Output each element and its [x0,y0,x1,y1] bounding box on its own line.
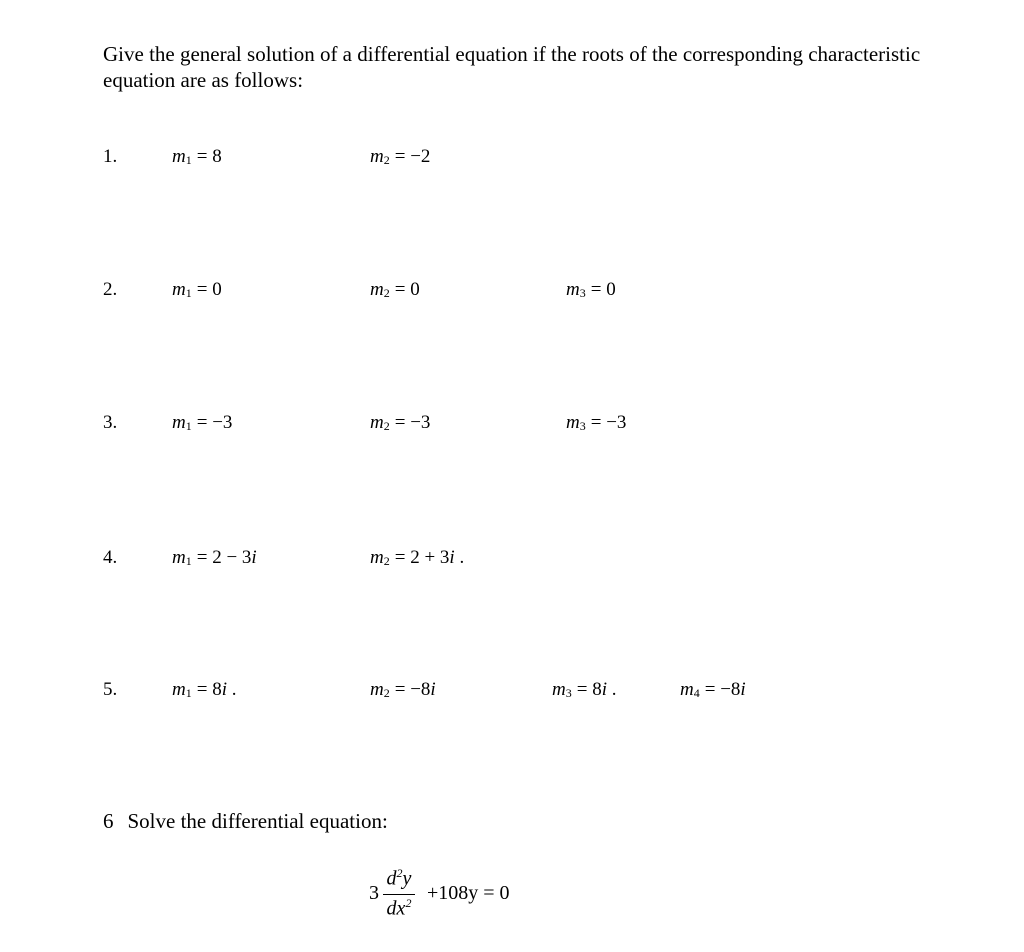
instructions: Give the general solution of a differential equation if the roots of the corresponding characteristic equation are as follows: [103,42,921,92]
root-sub: 1 [185,286,192,300]
root-var: m [370,547,384,568]
denominator-dx: dx [386,897,406,920]
root-value: = −3 [394,412,431,433]
root-var: m [370,412,384,433]
root [680,679,746,701]
fraction-bar [383,894,415,895]
numerator-var: y [402,867,412,890]
root-tail: . [606,679,617,700]
denominator-exponent: 2 [405,896,412,910]
root [370,412,430,434]
equation-rest: +108y = 0 [427,882,510,904]
problem-number: 2. [103,279,118,300]
root-value: = 2 + 3 [394,547,450,568]
imaginary-unit: i [251,547,257,568]
root-value: = 8 [196,679,222,700]
root-var: m [566,412,580,433]
root-var: m [172,279,186,300]
root-var: m [172,679,186,700]
root [172,146,222,168]
root-value: = −8 [704,679,741,700]
root-var: m [370,679,384,700]
root [370,146,430,168]
root [566,412,626,434]
root-sub: 1 [185,554,192,568]
root [172,547,257,569]
root-sub: 4 [693,686,700,700]
imaginary-unit: i [740,679,746,700]
root-sub: 2 [383,153,390,167]
root-sub: 2 [383,419,390,433]
imaginary-unit: i [601,679,607,700]
question-text: Solve the differential equation: [127,809,388,833]
root-var: m [552,679,566,700]
problem-number: 3. [103,412,118,433]
root-sub: 3 [579,419,586,433]
root-tail: . [226,679,237,700]
root-value: = 0 [590,279,616,300]
root-value: = 0 [394,279,420,300]
fraction-numerator [383,866,415,891]
root-value: = 0 [196,279,222,300]
root-value: = 2 − 3 [196,547,252,568]
root [552,679,616,701]
problem-number: 1. [103,146,118,167]
imaginary-unit: i [430,679,436,700]
numerator-d: d [386,867,397,890]
root [172,412,232,434]
root [172,279,222,301]
root-sub: 2 [383,286,390,300]
root-sub: 3 [565,686,572,700]
root [370,279,420,301]
root-value: = −3 [196,412,233,433]
root-sub: 2 [383,686,390,700]
root-value: = 8 [576,679,602,700]
root-sub: 1 [185,686,192,700]
imaginary-unit: i [449,547,455,568]
equation-coefficient: 3 [369,882,379,904]
root-sub: 3 [579,286,586,300]
root [172,679,236,701]
root-value: = −8 [394,679,431,700]
root-sub: 2 [383,554,390,568]
question-number: 6 [103,809,114,833]
root [566,279,616,301]
root-var: m [566,279,580,300]
root-var: m [680,679,694,700]
root [370,547,464,569]
root-value: = 8 [196,146,222,167]
root-value: = −3 [590,412,627,433]
problem-number: 5. [103,679,118,700]
root-tail: . [454,547,465,568]
root-sub: 1 [185,153,192,167]
root [370,679,436,701]
root-var: m [370,279,384,300]
root-var: m [172,146,186,167]
question-6 [103,809,388,834]
numerator-exponent: 2 [396,866,403,880]
fraction-denominator [383,896,415,921]
differential-equation [369,866,549,926]
root-var: m [370,146,384,167]
root-sub: 1 [185,419,192,433]
imaginary-unit: i [221,679,227,700]
root-var: m [172,412,186,433]
problem-number: 4. [103,547,118,568]
root-var: m [172,547,186,568]
root-value: = −2 [394,146,431,167]
